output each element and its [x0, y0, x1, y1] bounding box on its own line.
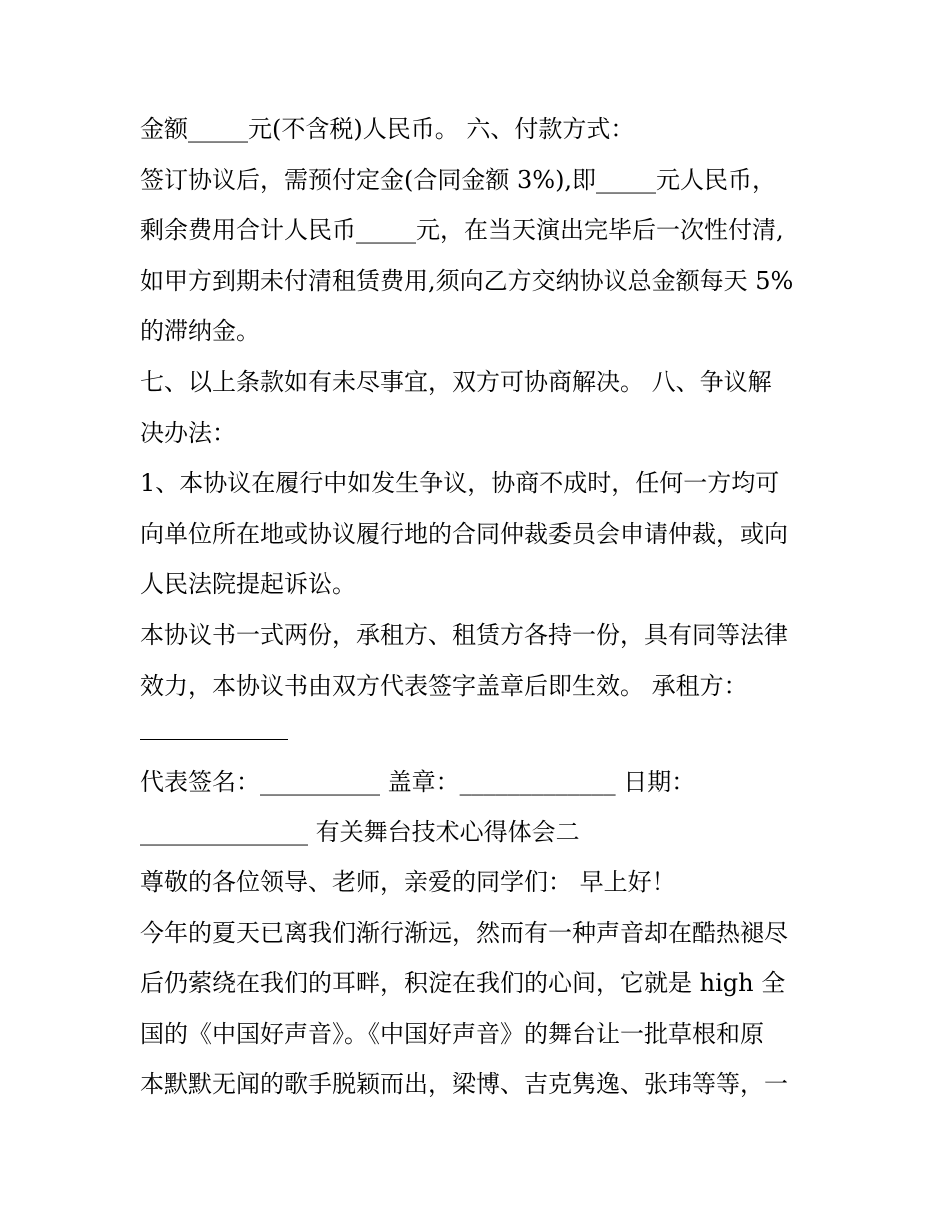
text-line: 本协议书一式两份，承租方、租赁方各持一份，具有同等法律: [140, 621, 788, 649]
text-line: 人民法院提起诉讼。: [140, 570, 356, 598]
text-line: 七、以上条款如有未尽事宜，双方可协商解决。 八、争议解: [140, 368, 772, 396]
text-line: 本默默无闻的歌手脱颖而出，梁博、吉克隽逸、张玮等等，一: [140, 1070, 788, 1098]
text-line: 金额_____元(不含税)人民币。 六、付款方式：: [140, 115, 635, 143]
text-line: 后仍萦绕在我们的耳畔，积淀在我们的心间，它就是 high 全: [140, 969, 786, 997]
text-line: 代表签名：__________ 盖章：_____________ 日期：: [140, 768, 696, 796]
text-line: 国的《中国好声音》。《中国好声音》的舞台让一批草根和原: [140, 1020, 764, 1048]
text-line: 1、本协议在履行中如发生争议，协商不成时，任何一方均可: [140, 469, 780, 497]
text-line: 今年的夏天已离我们渐行渐远，然而有一种声音却在酷热褪尽: [140, 919, 788, 947]
text-line: ______________ 有关舞台技术心得体会二: [140, 818, 580, 846]
text-line: 尊敬的各位领导、老师，亲爱的同学们： 早上好！: [140, 868, 676, 896]
text-line: 向单位所在地或协议履行地的合同仲裁委员会申请仲裁，或向: [140, 520, 788, 548]
text-line: 效力，本协议书由双方代表签字盖章后即生效。 承租方：: [140, 672, 748, 700]
text-line: 决办法：: [140, 419, 236, 447]
text-line: 剩余费用合计人民币_____元，在当天演出完毕后一次性付清,: [140, 216, 784, 244]
text-line: 签订协议后，需预付定金(合同金额 3%),即_____元人民币，: [140, 166, 777, 194]
text-line: 如甲方到期未付清租赁费用,须向乙方交纳协议总金额每天 5%: [140, 267, 794, 295]
signature-blank-line: [140, 739, 288, 740]
text-line: 的滞纳金。: [140, 317, 260, 345]
